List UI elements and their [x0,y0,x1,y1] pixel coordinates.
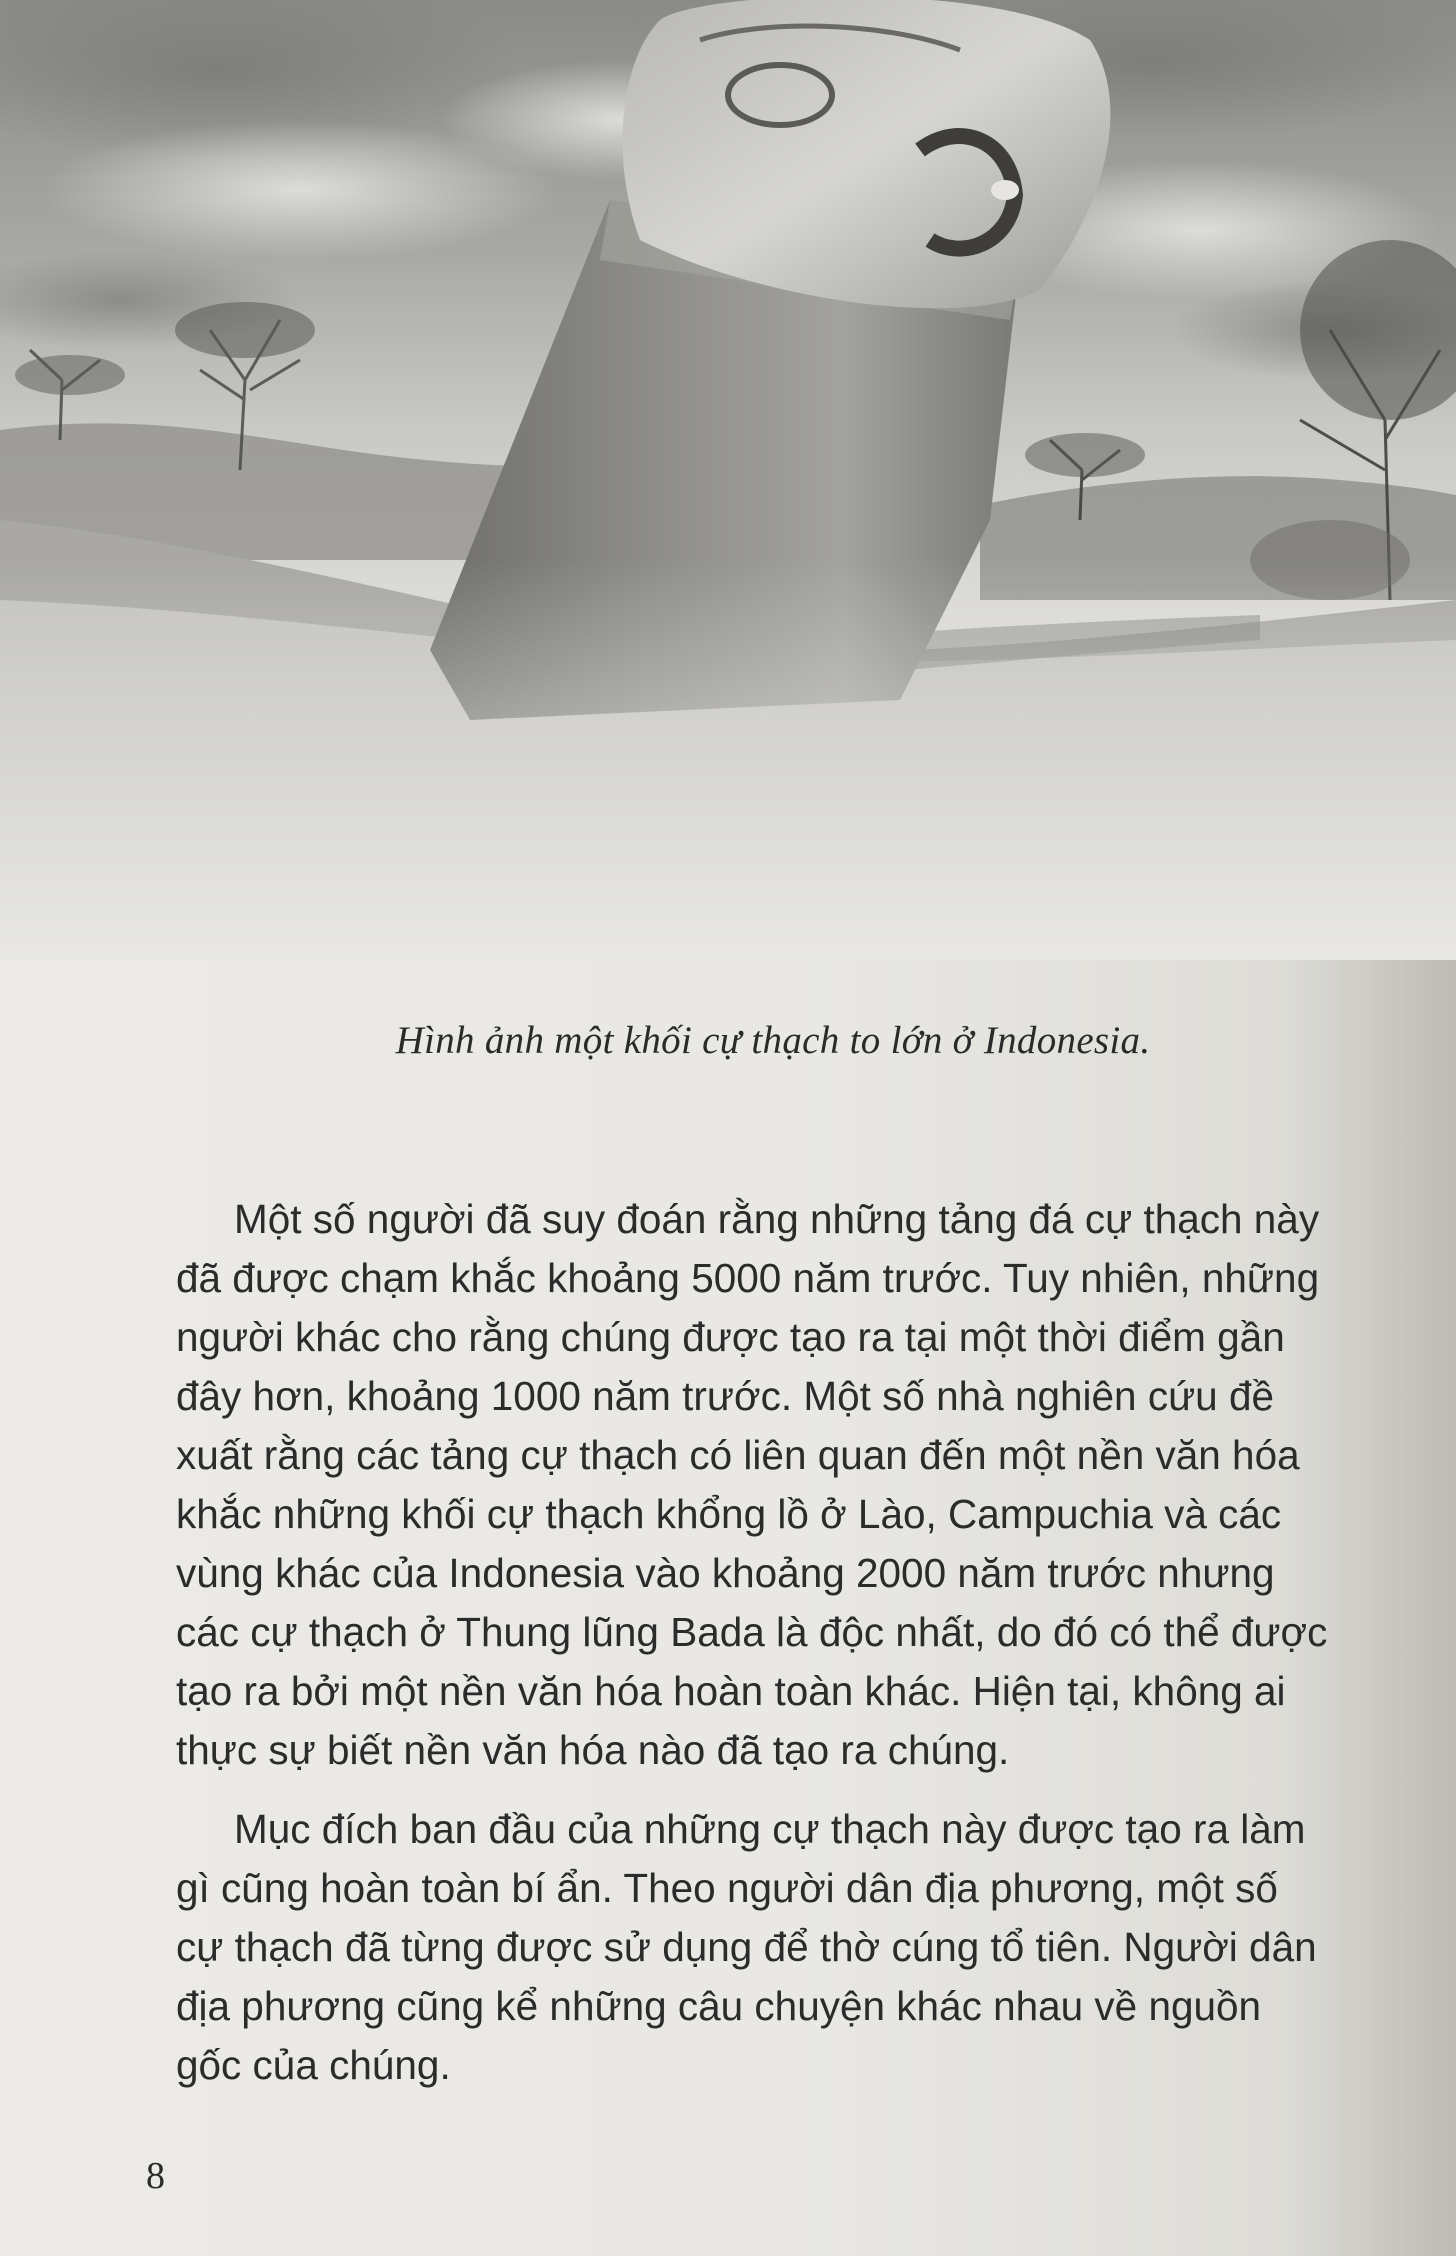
text-line: gì cũng hoàn toàn bí ẩn. Theo người dân địa phương, một số [176,1865,1278,1911]
text-line: thực sự biết nền văn hóa nào đã tạo ra chúng. [176,1727,1010,1773]
text-line: cự thạch đã từng được sử dụng để thờ cúng tổ tiên. Người dân [176,1924,1317,1970]
text-line: Mục đích ban đầu của những cự thạch này được tạo ra làm [234,1806,1306,1852]
text-line: đã được chạm khắc khoảng 5000 năm trước. Tuy nhiên, những [176,1255,1320,1301]
text-line: vùng khác của Indonesia vào khoảng 2000 năm trước nhưng [176,1550,1275,1596]
megalith-photo-illustration [0,0,1456,960]
paragraph-2 [176,1800,1356,2095]
text-line: các cự thạch ở Thung lũng Bada là độc nhất, do đó có thể được [176,1609,1328,1655]
text-line: xuất rằng các tảng cự thạch có liên quan đến một nền văn hóa [176,1432,1300,1478]
photo-caption: Hình ảnh một khối cự thạch to lớn ở Indonesia. [395,1019,1151,1062]
text-line: đây hơn, khoảng 1000 năm trước. Một số nhà nghiên cứu đề [176,1373,1275,1419]
text-line: người khác cho rằng chúng được tạo ra tại một thời điểm gần [176,1314,1285,1360]
text-line: khắc những khối cự thạch khổng lồ ở Lào, Campuchia và các [176,1491,1282,1537]
text-line: địa phương cũng kể những câu chuyện khác nhau về nguồn [176,1983,1262,2029]
paragraph-1 [176,1190,1356,1780]
page-number: 8 [146,2155,165,2197]
body-text [176,1190,1356,2095]
text-line: gốc của chúng. [176,2042,451,2088]
text-line: tạo ra bởi một nền văn hóa hoàn toàn khác. Hiện tại, không ai [176,1668,1286,1714]
text-line: Một số người đã suy đoán rằng những tảng đá cự thạch này [234,1196,1320,1242]
megalith-photo [0,0,1456,960]
